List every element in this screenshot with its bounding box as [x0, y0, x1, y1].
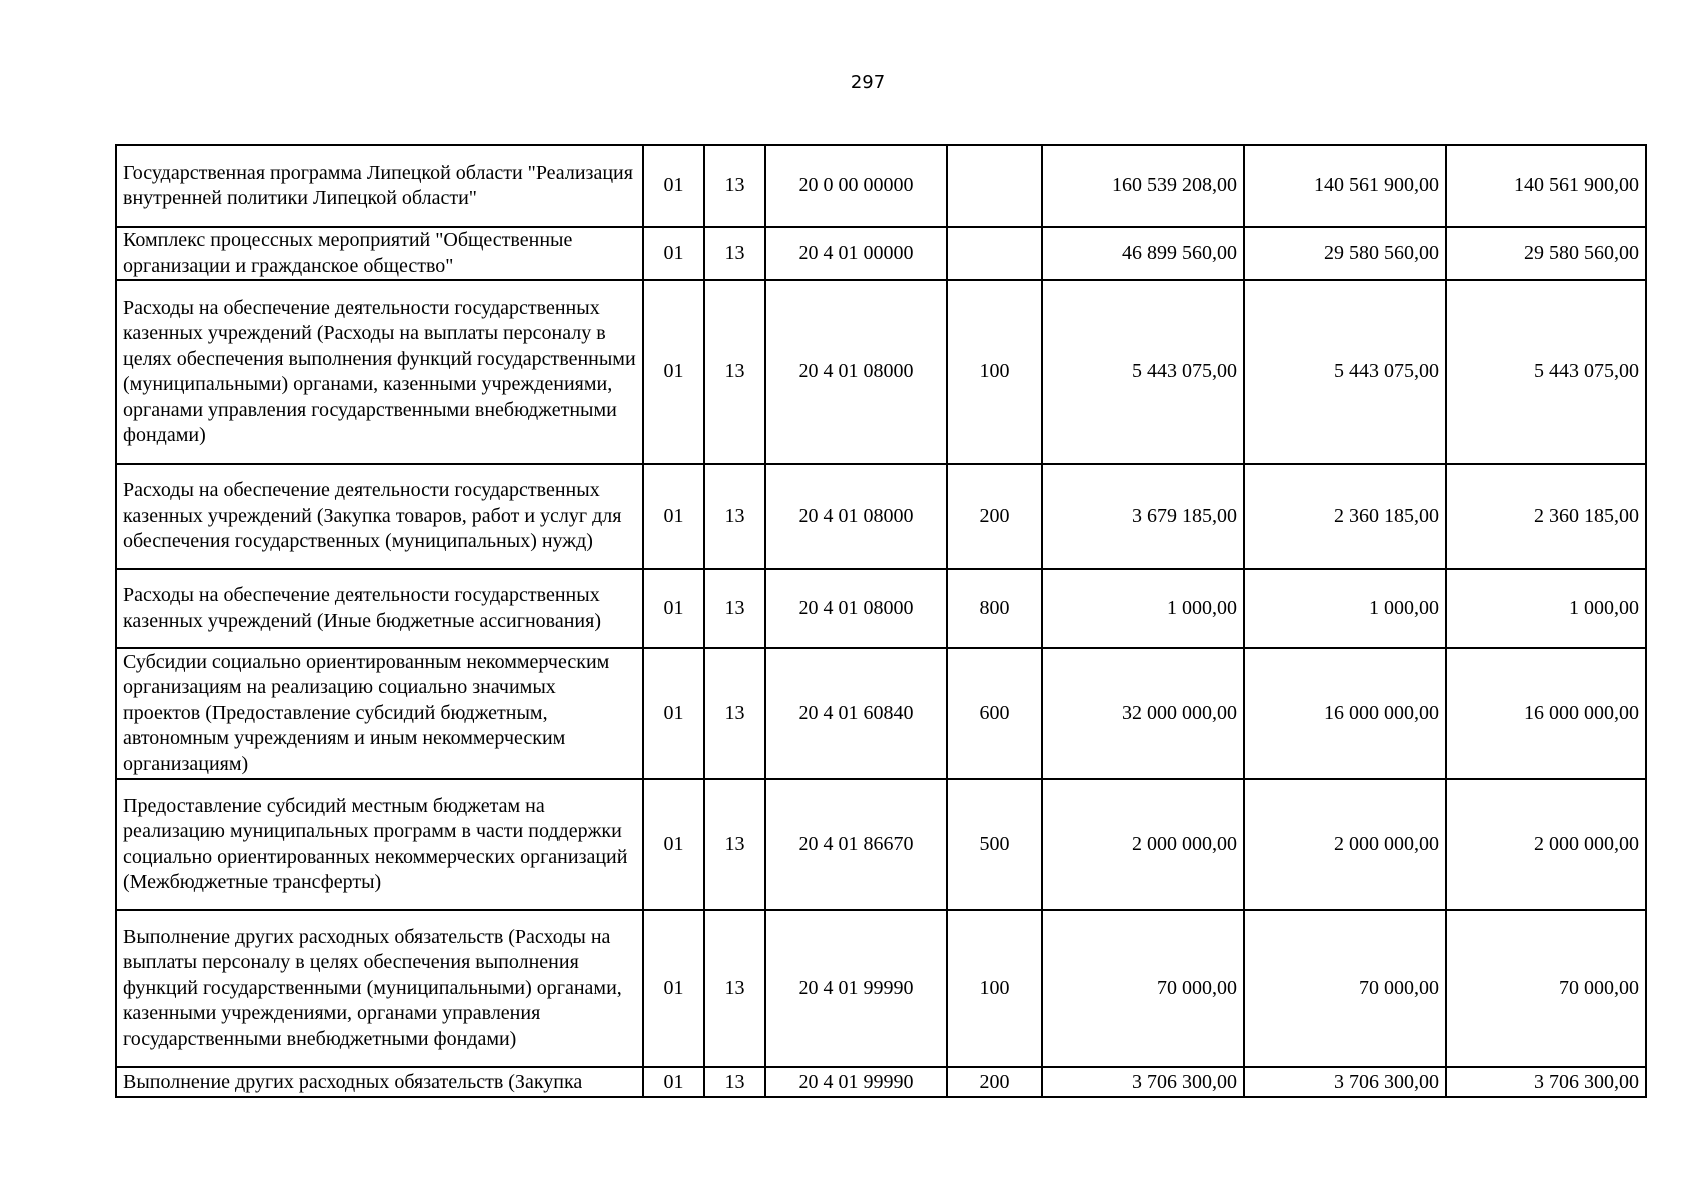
row-sum-1: 46 899 560,00	[1042, 227, 1244, 280]
row-expense-type	[947, 145, 1042, 227]
row-target-article: 20 4 01 08000	[765, 280, 947, 464]
row-podrazdel: 13	[704, 145, 765, 227]
row-expense-type: 100	[947, 280, 1042, 464]
row-sum-3: 29 580 560,00	[1446, 227, 1646, 280]
row-podrazdel: 13	[704, 779, 765, 910]
row-sum-2: 140 561 900,00	[1244, 145, 1446, 227]
row-expense-type: 600	[947, 648, 1042, 779]
row-name: Выполнение других расходных обязательств (Расходы на выплаты персоналу в целях обеспечения выполнения функций государственными (муниципальными) органами, казенными учреждениями, органами управления государственными внебюджетными фондами)	[116, 910, 643, 1067]
row-expense-type: 200	[947, 1067, 1042, 1097]
row-sum-3: 5 443 075,00	[1446, 280, 1646, 464]
row-name: Выполнение других расходных обязательств (Закупка	[116, 1067, 643, 1097]
row-name: Расходы на обеспечение деятельности государственных казенных учреждений (Закупка товаров, работ и услуг для обеспечения государственных (муниципальных) нужд)	[116, 464, 643, 569]
row-podrazdel: 13	[704, 569, 765, 648]
row-sum-1: 32 000 000,00	[1042, 648, 1244, 779]
table-row	[116, 1067, 1646, 1097]
row-sum-1: 160 539 208,00	[1042, 145, 1244, 227]
row-name: Комплекс процессных мероприятий "Общественные организации и гражданское общество"	[116, 227, 643, 280]
row-target-article: 20 4 01 99990	[765, 1067, 947, 1097]
row-sum-2: 29 580 560,00	[1244, 227, 1446, 280]
row-expense-type: 800	[947, 569, 1042, 648]
row-podrazdel: 13	[704, 280, 765, 464]
row-sum-2: 3 706 300,00	[1244, 1067, 1446, 1097]
row-sum-2: 2 000 000,00	[1244, 779, 1446, 910]
row-name: Расходы на обеспечение деятельности государственных казенных учреждений (Иные бюджетные ассигнования)	[116, 569, 643, 648]
row-expense-type: 200	[947, 464, 1042, 569]
row-podrazdel: 13	[704, 464, 765, 569]
row-sum-3: 2 360 185,00	[1446, 464, 1646, 569]
table-row	[116, 280, 1646, 464]
row-razdel: 01	[643, 280, 704, 464]
row-podrazdel: 13	[704, 648, 765, 779]
row-podrazdel: 13	[704, 227, 765, 280]
row-sum-3: 3 706 300,00	[1446, 1067, 1646, 1097]
row-target-article: 20 4 01 99990	[765, 910, 947, 1067]
row-name: Субсидии социально ориентированным некоммерческим организациям на реализацию социально значимых проектов (Предоставление субсидий бюджетным, автономным учреждениям и иным некоммерческим организациям)	[116, 648, 643, 779]
row-target-article: 20 4 01 08000	[765, 464, 947, 569]
row-sum-3: 1 000,00	[1446, 569, 1646, 648]
row-razdel: 01	[643, 464, 704, 569]
row-razdel: 01	[643, 648, 704, 779]
table-row	[116, 464, 1646, 569]
row-podrazdel: 13	[704, 1067, 765, 1097]
row-razdel: 01	[643, 227, 704, 280]
row-podrazdel: 13	[704, 910, 765, 1067]
table-row	[116, 569, 1646, 648]
row-target-article: 20 4 01 86670	[765, 779, 947, 910]
table-row	[116, 145, 1646, 227]
row-sum-2: 5 443 075,00	[1244, 280, 1446, 464]
table-row	[116, 227, 1646, 280]
row-sum-1: 5 443 075,00	[1042, 280, 1244, 464]
row-sum-1: 1 000,00	[1042, 569, 1244, 648]
row-sum-3: 2 000 000,00	[1446, 779, 1646, 910]
row-target-article: 20 4 01 00000	[765, 227, 947, 280]
row-name: Предоставление субсидий местным бюджетам на реализацию муниципальных программ в части поддержки социально ориентированных некоммерческих организаций (Межбюджетные трансферты)	[116, 779, 643, 910]
row-razdel: 01	[643, 779, 704, 910]
row-razdel: 01	[643, 569, 704, 648]
table-row	[116, 648, 1646, 779]
row-sum-2: 1 000,00	[1244, 569, 1446, 648]
row-sum-2: 2 360 185,00	[1244, 464, 1446, 569]
page-number: 297	[850, 72, 886, 93]
row-sum-3: 70 000,00	[1446, 910, 1646, 1067]
row-target-article: 20 4 01 60840	[765, 648, 947, 779]
row-sum-2: 16 000 000,00	[1244, 648, 1446, 779]
table-row	[116, 779, 1646, 910]
row-sum-2: 70 000,00	[1244, 910, 1446, 1067]
budget-table	[115, 144, 1647, 1098]
row-name: Государственная программа Липецкой области "Реализация внутренней политики Липецкой области"	[116, 145, 643, 227]
row-razdel: 01	[643, 1067, 704, 1097]
row-expense-type	[947, 227, 1042, 280]
row-expense-type: 500	[947, 779, 1042, 910]
row-sum-1: 3 679 185,00	[1042, 464, 1244, 569]
row-sum-1: 3 706 300,00	[1042, 1067, 1244, 1097]
row-sum-3: 140 561 900,00	[1446, 145, 1646, 227]
row-name: Расходы на обеспечение деятельности государственных казенных учреждений (Расходы на выплаты персоналу в целях обеспечения выполнения функций государственными (муниципальными) органами, казенными учреждениями, органами управления государственными внебюджетными фондами)	[116, 280, 643, 464]
row-sum-1: 2 000 000,00	[1042, 779, 1244, 910]
row-target-article: 20 4 01 08000	[765, 569, 947, 648]
row-razdel: 01	[643, 910, 704, 1067]
row-razdel: 01	[643, 145, 704, 227]
row-expense-type: 100	[947, 910, 1042, 1067]
row-target-article: 20 0 00 00000	[765, 145, 947, 227]
table-row	[116, 910, 1646, 1067]
row-sum-1: 70 000,00	[1042, 910, 1244, 1067]
row-sum-3: 16 000 000,00	[1446, 648, 1646, 779]
